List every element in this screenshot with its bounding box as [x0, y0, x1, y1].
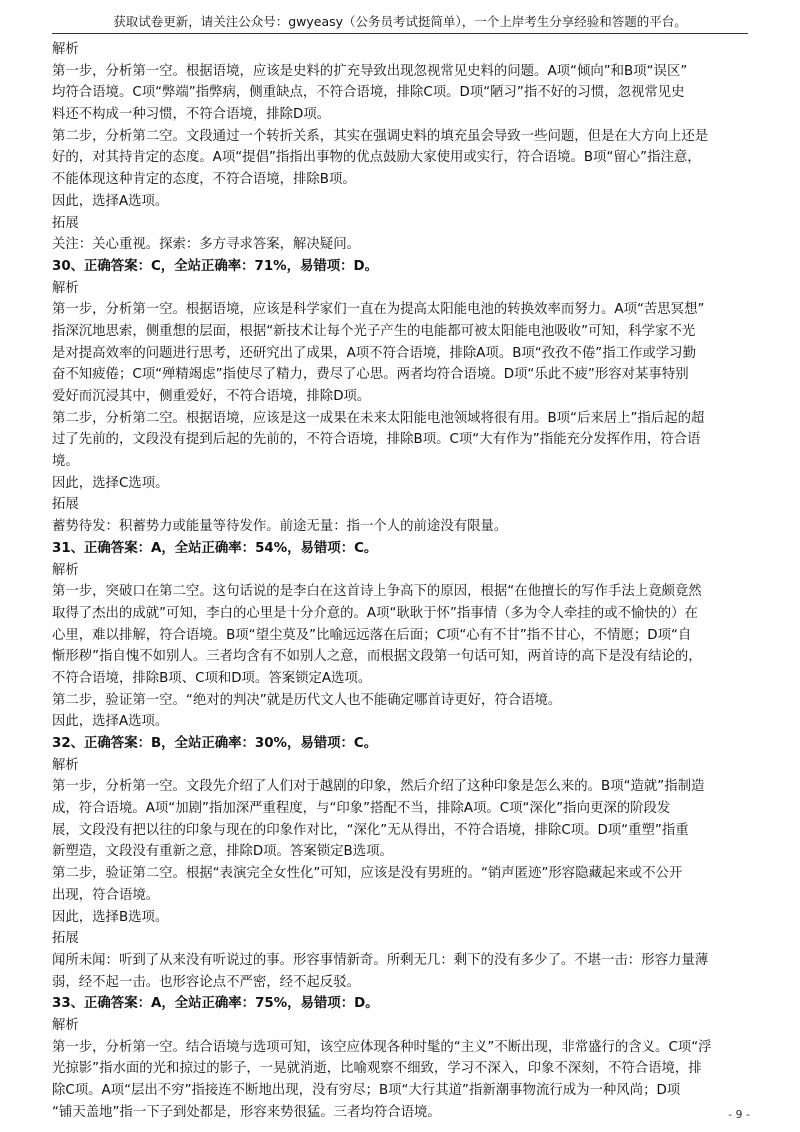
text-line: 闻所未闻：听到了从来没有听说过的事。形容事情新奇。所剩无几：剩下的没有多少了。不堪一击：形容力量薄 — [52, 952, 709, 968]
text-line: 因此，选择A选项。 — [52, 714, 169, 730]
text-line: 心里，难以排解，符合语境。B项“望尘莫及”比喻远远落在后面；C项“心有不甘”指不甘心，不情愿；D项“自 — [52, 627, 692, 643]
header-divider — [52, 33, 748, 34]
text-line: 境。 — [52, 454, 79, 470]
text-line: 蓄势待发：积蓄势力或能量等待发作。前途无量：指一个人的前途没有限量。 — [52, 519, 508, 535]
text-line: 第一步，分析第一空。根据语境，应该是史料的扩充导致出现忽视常见史料的问题。A项“倾向”和B项“误区” — [52, 63, 688, 79]
text-line: 第一步，分析第一空。结合语境与选项可知，该空应体现各种时髦的“主义”不断出现，非常盛行的含义。C项“浮 — [52, 1039, 712, 1055]
text-line: 新塑造，文段没有重新之意，排除D项。答案锁定B选项。 — [52, 844, 393, 860]
text-line: 是对提高效率的问题进行思考，还研究出了成果，A项不符合语境，排除A项。B项“孜孜不倦”指工作或学习勤 — [52, 345, 696, 361]
text-line: 过了先前的，文段没有提到后起的先前的，不符合语境，排除B项。C项“大有作为”指能充分发挥作用，符合语 — [52, 432, 701, 448]
text-line: 第二步，分析第二空。根据语境，应该是这一成果在未来太阳能电池领域将很有用。B项“后来居上”指后起的超 — [52, 410, 705, 426]
text-line: 不符合语境，排除B项、C项和D项。答案锁定A选项。 — [52, 670, 372, 686]
text-line: 关注：关心重视。探索：多方寻求答案，解决疑问。 — [52, 237, 360, 253]
text-line: 拓展 — [52, 215, 79, 231]
text-line: 光掠影”指水面的光和掠过的影子，一晃就消逝，比喻观察不细致，学习不深入，印象不深刻，不符合语境，排 — [52, 1061, 702, 1077]
text-line: 第二步，分析第二空。文段通过一个转折关系，其实在强调史料的填充虽会导致一些问题，但是在大方向上还是 — [52, 128, 709, 144]
text-line: 第二步，验证第二空。根据“表演完全女性化”可知，应该是没有男班的。“销声匿迹”形容隐藏起来或不公开 — [52, 866, 683, 882]
text-line: 解析 — [52, 1017, 79, 1033]
page-header — [0, 14, 800, 30]
text-line: 弱，经不起一击。也形容论点不严密，经不起反驳。 — [52, 974, 360, 990]
answer-heading: 32、正确答案：B，全站正确率：30%，易错项：C。 — [52, 736, 378, 751]
text-line: 展，文段没有把以往的印象与现在的印象作对比，“深化”无从得出，不符合语境，排除C项。D项“重塑”指重 — [52, 822, 689, 838]
text-line: 好的，对其持肯定的态度。A项“提倡”指指出事物的优点鼓励大家使用或实行，符合语境。B项“留心”指注意， — [52, 150, 701, 166]
answer-heading: 33、正确答案：A，全站正确率：75%，易错项：D。 — [52, 996, 379, 1012]
text-line: 除C项。A项“层出不穷”指接连不断地出现，没有穷尽；B项“大行其道”指新潮事物流行成为一种风尚；D项 — [52, 1083, 681, 1098]
text-line: 指深沉地思索，侧重想的层面，根据“新技术让每个光子产生的电能都可被太阳能电池吸收”可知，科学家不光 — [52, 323, 696, 339]
text-line: 第一步，分析第一空。文段先介绍了人们对于越剧的印象，然后介绍了这种印象是怎么来的。B项“造就”指制造 — [52, 779, 705, 795]
text-line: 因此，选择B选项。 — [52, 909, 169, 925]
answer-heading: 31、正确答案：A，全站正确率：54%，易错项：C。 — [52, 540, 378, 556]
text-line: 第一步，分析第一空。根据语境，应该是科学家们一直在为提高太阳能电池的转换效率而努力。A项“苦思冥想” — [52, 302, 705, 318]
text-line: 解析 — [52, 42, 79, 57]
text-line: 第二步，验证第一空。“绝对的判决”就是历代文人也不能确定哪首诗更好，符合语境。 — [52, 692, 562, 708]
answer-heading: 30、正确答案：C，全站正确率：71%，易错项：D。 — [52, 258, 379, 274]
page-footer — [728, 1108, 750, 1121]
text-line: 出现，符合语境。 — [52, 887, 160, 903]
text-line: 解析 — [52, 280, 79, 296]
text-line: “铺天盖地”指一下子到处都是，形容来势很猛。三者均符合语境。 — [52, 1104, 441, 1120]
document-body — [52, 39, 752, 1123]
text-line: 拓展 — [52, 931, 79, 947]
text-line: 解析 — [52, 757, 79, 773]
text-line: 拓展 — [52, 497, 79, 513]
text-line: 取得了杰出的成就”可知，李白的心里是十分介意的。A项“耿耿于怀”指事情（多为令人牵挂的或不愉快的）在 — [52, 605, 698, 621]
text-line: 解析 — [52, 562, 79, 578]
text-line: 爱好而沉浸其中，侧重爱好，不符合语境，排除D项。 — [52, 389, 371, 404]
text-line: 因此，选择C选项。 — [52, 475, 169, 491]
text-line: 不能体现这种肯定的态度，不符合语境，排除B项。 — [52, 172, 356, 188]
text-line: 均符合语境。C项“弊端”指弊病，侧重缺点，不符合语境，排除C项。D项“陋习”指不好的习惯，忽视常见史 — [52, 85, 685, 101]
header-notice: 获取试卷更新，请关注公众号：gwyeasy（公务员考试挺简单），一个上岸考生分享经验和答题的平台。 — [113, 14, 687, 29]
text-line: 第一步，突破口在第二空。这句话说的是李白在这首诗上争高下的原因，根据“在他擅长的写作手法上竟颇竟然 — [52, 584, 702, 600]
text-line: 料还不构成一种习惯，不符合语境，排除D项。 — [52, 107, 331, 123]
text-line: 惭形秽”指自愧不如别人。三者均含有不如别人之意，而根据文段第一句话可知，两首诗的高下是没有结论的， — [52, 649, 702, 665]
page-number: - 9 - — [728, 1108, 750, 1121]
text-line: 奋不知疲倦；C项“殚精竭虑”指使尽了精力，费尽了心思。两者均符合语境。D项“乐此不疲”形容对某事特别 — [52, 367, 689, 383]
text-line: 因此，选择A选项。 — [52, 193, 169, 209]
text-line: 成，符合语境。A项“加剧”指加深严重程度，与“印象”搭配不当，排除A项。C项“深化”指向更深的阶段发 — [52, 801, 671, 817]
